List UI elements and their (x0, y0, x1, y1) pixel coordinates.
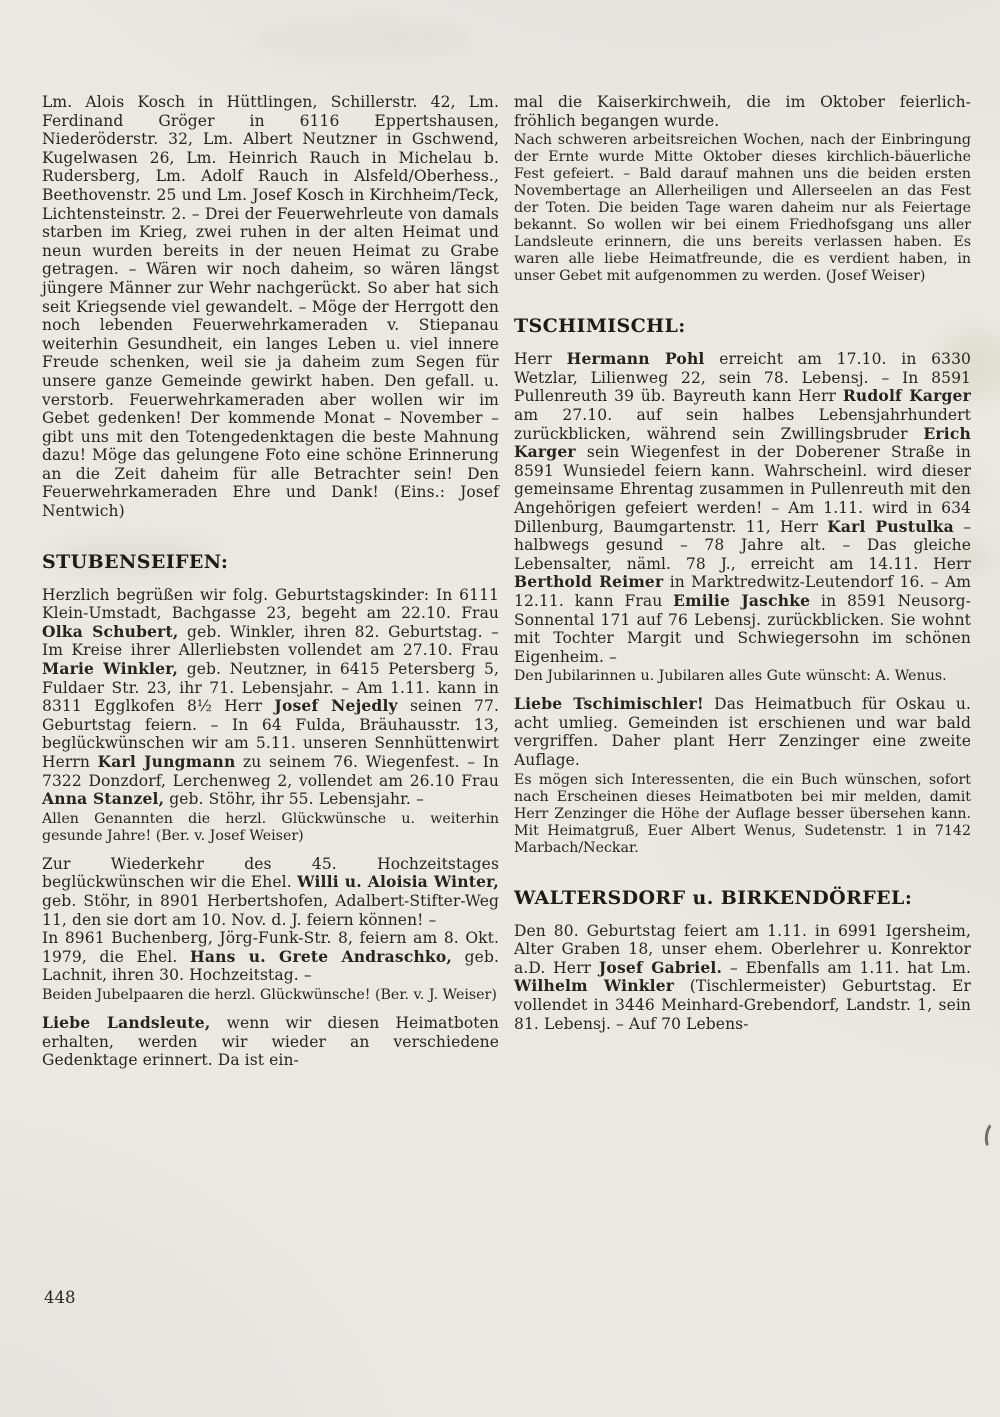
paragraph: Herr Hermann Pohl erreicht am 17.10. in 6330 Wetzlar, Lilienweg 22, sein 78. Lebensj. – In 8591 Pullenreuth 39 üb. Bayreuth kann Herr Rudolf Karger am 27.10. auf sein halbes Lebensjahrhundert zurückblicken, während sein Zwillingsbruder Erich Karger sein Wiegenfest in der Doberener Straße in 8591 Wunsiedel feiern kann. Wahrscheinl. wird dieser gemeinsame Ehrentag zusammen in Pullenreuth mit den Angehörigen gefeiert werden! – Am 1.11. wird in 634 Dillenburg, Baumgartenstr. 11, Herr Karl Pustulka – halbwegs gesund – 78 Jahre alt. – Das gleiche Lebensalter, näml. 78 J., erreicht am 14.11. Herr Berthold Reimer in Marktredwitz-Leutendorf 16. – Am 12.11. kann Frau Emilie Jaschke in 8591 Neusorg-Sonnental 171 auf 76 Lebensj. zurückblicken. Sie wohnt mit Tochter Margit und Schwiegersohn im schönen Eigenheim. – (514, 349, 972, 666)
right-column (514, 93, 971, 1033)
note-paragraph: Nach schweren arbeitsreichen Wochen, nach der Einbringung der Ernte wurde Mitte Oktober dieses kirchlich-bäuerliche Fest gefeiert. – Bald darauf mahnen uns die beiden ersten Novembertage an Allerheiligen und Allerseelen an das Fest der Toten. Die beiden Tage waren daheim nur als Feiertage bekannt. So wollen wir bei einem Friedhofsgang uns aller Landsleute erinnern, die uns bereits verlassen haben. Es waren alle liebe Heimatfreunde, die es verdient haben, in unser Gebet mit aufgenommen zu werden. (Josef Weiser) (514, 132, 971, 285)
note-paragraph: Allen Genannten die herzl. Glückwünsche u. weiterhin gesunde Jahre! (Ber. v. Josef Weiser) (42, 810, 499, 844)
paragraph: mal die Kaiserkirchweih, die im Oktober feierlich-fröhlich begangen wurde. (514, 93, 971, 130)
paper-smudge (250, 20, 470, 60)
left-column (42, 93, 499, 1070)
paragraph: Den 80. Geburtstag feiert am 1.11. in 6991 Igersheim, Alter Graben 18, unser ehem. Oberlehrer u. Konrektor a.D. Herr Josef Gabriel. – Ebenfalls am 1.11. hat Lm. Wilhelm Winkler (Tischlermeister) Geburtstag. Er vollendet in 3446 Meinhard-Grebendorf, Landstr. 1, sein 81. Lebensj. – Auf 70 Lebens- (514, 921, 971, 1033)
note-paragraph: Den Jubilarinnen u. Jubilaren alles Gute wünscht: A. Wenus. (514, 668, 947, 685)
paragraph: Herzlich begrüßen wir folg. Geburtstagskinder: In 6111 Klein-Umstadt, Bachgasse 23, begeht am 22.10. Frau Olka Schubert, geb. Winkler, ihren 82. Geburtstag. – Im Kreise ihrer Allerliebsten vollendet am 27.10. Frau Marie Winkler, geb. Neutzner, in 6415 Petersberg 5, Fuldaer Str. 23, ihr 71. Lebensjahr. – Am 1.11. kann in 8311 Egglkofen 8½ Herr Josef Nejedly seinen 77. Geburtstag feiern. – In 64 Fulda, Bräuhausstr. 13, beglückwünschen wir am 5.11. unseren Sennhüttenwirt Herrn Karl Jungmann zu seinem 76. Wiegenfest. – In 7322 Donzdorf, Lerchenweg 2, vollendet am 26.10 Frau Anna Stanzel, geb. Stöhr, ihr 55. Lebensjahr. – (42, 585, 500, 809)
note-paragraph: Es mögen sich Interessenten, die ein Buch wünschen, sofort nach Erscheinen dieses Heimatboten bei mir melden, damit Herr Zenzinger die Höhe der Auflage besser übersehen kann. Mit Heimatgruß, Euer Albert Wenus, Sudetenstr. 1 in 7142 Marbach/Neckar. (514, 771, 971, 856)
paragraph: Liebe Landsleute, wenn wir diesen Heimatboten erhalten, werden wir wieder an verschiedene Gedenktage erinnert. Da ist ein- (42, 1012, 499, 1070)
section-heading: TSCHIMISCHL: (514, 315, 686, 338)
paragraph: Liebe Tschimischler! Das Heimatbuch für Oskau u. acht umlieg. Gemeinden ist erschienen und war bald vergriffen. Daher plant Herr Zenzinger eine zweite Auflage. (514, 694, 971, 770)
note-paragraph: Beiden Jubelpaaren die herzl. Glückwünsche! (Ber. v. J. Weiser) (42, 986, 497, 1003)
paragraph: Zur Wiederkehr des 45. Hochzeitstages beglückwünschen wir die Ehel. Willi u. Aloisia Winter, geb. Stöhr, in 8901 Herbertshofen, Adalbert-Stifter-Weg 11, den sie dort am 10. Nov. d. J. feiern können! – (42, 854, 499, 929)
ink-artifact (983, 1121, 1000, 1151)
section-heading: WALTERSDORF u. BIRKENDÖRFEL: (514, 886, 913, 909)
paragraph: In 8961 Buchenberg, Jörg-Funk-Str. 8, feiern am 8. Okt. 1979, die Ehel. Hans u. Grete Andraschko, geb. Lachnit, ihren 30. Hochzeitstag. – (42, 929, 499, 985)
paragraph: Lm. Alois Kosch in Hüttlingen, Schillerstr. 42, Lm. Ferdinand Gröger in 6116 Eppertshausen, Niederöderstr. 32, Lm. Albert Neutzner in Gschwend, Kugelwasen 26, Lm. Heinrich Rauch in Michelau b. Rudersberg, Lm. Adolf Rauch in Alsfeld/Oberhess., Beethovenstr. 25 und Lm. Josef Kosch in Kirchheim/Teck, Lichtensteinstr. 2. – Drei der Feuerwehrleute von damals starben im Krieg, zwei ruhen in der alten Heimat und neun wurden bereits in der neuen Heimat zu Grabe getragen. – Wären wir noch daheim, so wären längst jüngere Männer zur Wehr nachgerückt. So aber hat sich seit Kriegsende viel gewandelt. – Möge der Herrgott den noch lebenden Feuerwehrkameraden v. Stiepanau weiterhin Gesundheit, ein langes Leben u. viel innere Freude schenken, weil sie ja daheim zum Segen für unsere ganze Gemeinde gewirkt haben. Den gefall. u. verstorb. Feuerwehrkameraden aber wollen wir im Gebet gedenken! Der kommende Monat – November – gibt uns mit den Totengedenktagen die beste Mahnung dazu! Möge das gelungene Foto eine schöne Erinnerung an die Zeit daheim für alle Betrachter sein! Den Feuerwehrkameraden Ehre und Dank! (Eins.: Josef Nentwich) (42, 93, 499, 521)
section-heading: STUBENSEIFEN: (42, 550, 229, 573)
page-number: 448 (44, 1288, 76, 1307)
